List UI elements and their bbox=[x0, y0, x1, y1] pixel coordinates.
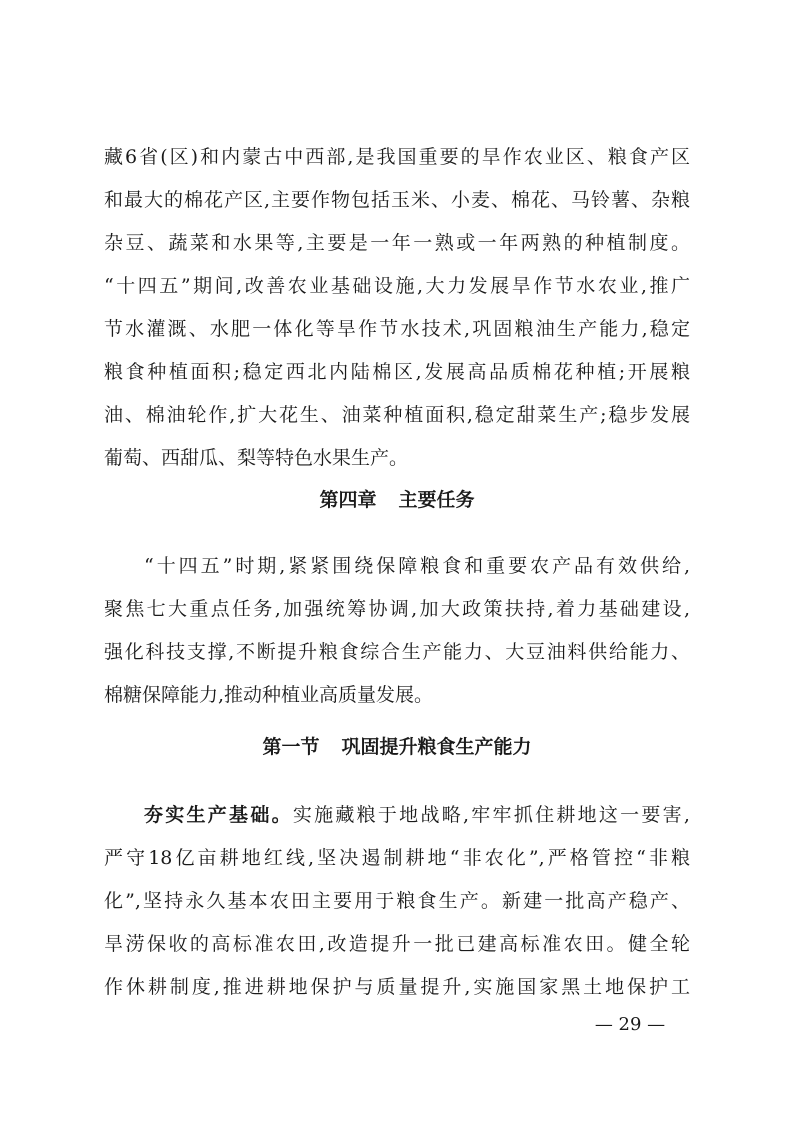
text-line: 节水灌溉、水肥一体化等旱作节水技术,巩固粮油生产能力,稳定 bbox=[104, 318, 690, 340]
chapter-number: 第四章 bbox=[319, 489, 377, 511]
section-number: 第一节 bbox=[262, 736, 320, 758]
section-title: 巩固提升粮食生产能力 bbox=[341, 736, 532, 758]
paragraph-first-line-rest: 实施藏粮于地战略,牢牢抓住耕地这一要害, bbox=[292, 804, 690, 826]
text-line: 严守18亿亩耕地红线,坚决遏制耕地“非农化”,严格管控“非粮 bbox=[104, 847, 690, 869]
text-line: 油、棉油轮作,扩大花生、油菜种植面积,稳定甜菜生产;稳步发展 bbox=[104, 404, 690, 426]
paragraph-lead: 夯实生产基础。 bbox=[144, 804, 293, 826]
text-line: 化”,坚持永久基本农田主要用于粮食生产。新建一批高产稳产、 bbox=[104, 890, 690, 912]
section-heading bbox=[0, 727, 794, 767]
text-line: 粮食种植面积;稳定西北内陆棉区,发展高品质棉花种植;开展粮 bbox=[104, 361, 690, 383]
text-line: 强化科技支撑,不断提升粮食综合生产能力、大豆油料供给能力、 bbox=[104, 641, 690, 663]
text-line: 聚焦七大重点任务,加强统筹协调,加大政策扶持,着力基础建设, bbox=[104, 598, 690, 620]
text-line: 和最大的棉花产区,主要作物包括玉米、小麦、棉花、马铃薯、杂粮 bbox=[104, 189, 690, 211]
text-line: “十四五”期间,改善农业基础设施,大力发展旱作节水农业,推广 bbox=[104, 275, 690, 297]
text-line: 葡萄、西甜瓜、梨等特色水果生产。 bbox=[104, 447, 409, 469]
page-number: — 29 — bbox=[594, 1014, 666, 1035]
chapter-title: 主要任务 bbox=[398, 489, 475, 511]
text-line: 作休耕制度,推进耕地保护与质量提升,实施国家黑土地保护工 bbox=[104, 976, 690, 998]
text-line: 棉糖保障能力,推动种植业高质量发展。 bbox=[104, 684, 434, 706]
chapter-heading bbox=[0, 480, 794, 520]
text-line: 藏6省(区)和内蒙古中西部,是我国重要的旱作农业区、粮食产区 bbox=[104, 146, 690, 168]
text-line: “十四五”时期,紧紧围绕保障粮食和重要农产品有效供给, bbox=[144, 555, 690, 577]
text-line: 旱涝保收的高标准农田,改造提升一批已建高标准农田。健全轮 bbox=[104, 933, 690, 955]
text-line bbox=[144, 795, 690, 835]
text-line: 杂豆、蔬菜和水果等,主要是一年一熟或一年两熟的种植制度。 bbox=[104, 232, 690, 254]
